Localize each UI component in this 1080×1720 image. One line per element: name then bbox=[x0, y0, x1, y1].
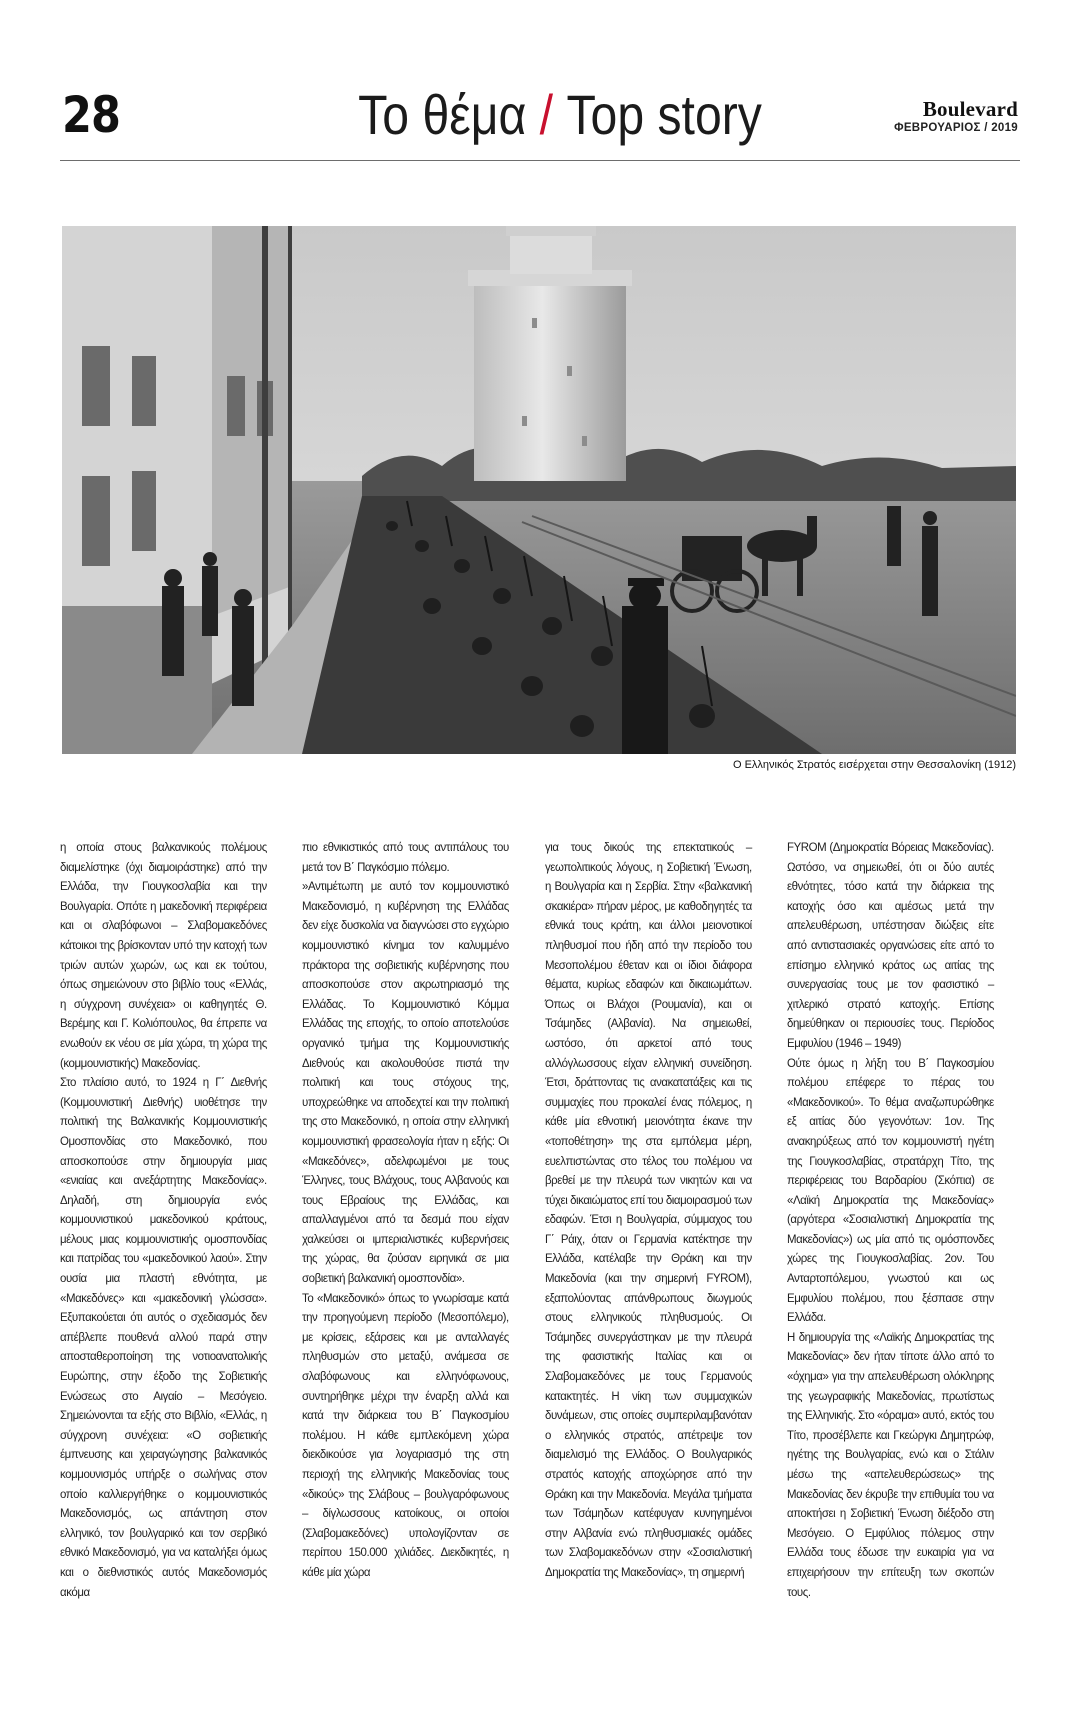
paragraph: πιο εθνικιστικός από τους αντιπάλους του μετά τον Β΄ Παγκόσμιο πόλεμο. bbox=[302, 840, 509, 874]
issue-date: ΦΕΒΡΟΥΑΡΙΟΣ / 2019 bbox=[894, 122, 1018, 134]
page-header bbox=[60, 80, 1020, 161]
section-title-separator: / bbox=[539, 83, 554, 146]
paragraph: για τους δικούς της επεκτατικούς – γεωπολιτικούς λόγους, η Σοβιετική Ένωση, η Βουλγαρία και η Σερβία. Στην «βαλκανική σκακιέρα» πήραν μέρος, με καθοδηγητές τα εθνικά τους κράτη, και άλλοι μειονοτικοί πληθυσμοί που ήδη από την περίοδο του Μεσοπολέμου έθεταν και οι ίδιοι διάφορα θέματα, κυρίως εδαφών και δικαιωμάτων. Όπως οι Βλάχοι (Ρουμανία), και οι Τσάμηδες (Αλβανία). Να σημειωθεί, ωστόσο, ότι αρκετοί από τους αλλόγλωσσους είχαν ελληνική συνείδηση. Έτσι, δράττοντας τις ανακατατάξεις και τις συμμαχίες που προκαλεί ένας πόλεμος, η κάθε μία εθνοτική μειονότητα έκανε την «τοποθέτηση» της στα εμπόλεμα μέρη, ευελπιστώντας στο τέλος του πολέμου να βρεθεί με την πλευρά των νικητών και να τύχει δικαιώματος επί του διαμοιρασμού των εδαφών. Έτσι η Βουλγαρία, σύμμαχος του Γ΄ Ράιχ, όταν οι Γερμανία κατέκτησε την Ελλάδα, κατέλαβε την Θράκη και την Μακεδονία (και την σημερινή FYROM), εξαπολύοντας απάνθρωπους διωγμούς στους ελληνικούς πληθυσμούς. Οι Τσάμηδες συνεργάστηκαν με την πλευρά της φασιστικής Ιταλίας και οι Σλαβομακεδόνες με τους Γερμανούς κατακτητές. Η νίκη των συμμαχικών δυνάμεων, στις οποίες συμπεριλαμβανόταν ο ελληνικός στρατός, απέτρεψε τον διαμελισμό της Ελλάδος. Ο Βουλγαρικός στρατός κατοχής αποχώρησε από την Θράκη και την Μακεδονία. Μεγάλα τμήματα των Τσάμηδων κατέφυγαν κυνηγημένοι στην Αλβανία ενώ πληθυσμιακές ομάδες των Σλαβομακεδόνων στην «Σοσιαλιστική Δημοκρατία της Μακεδονίας», τη σημερινή bbox=[545, 840, 752, 1579]
article-photo bbox=[62, 226, 1016, 754]
section-title-english: Top story bbox=[566, 83, 762, 146]
paragraph: Η δημιουργία της «Λαϊκής Δημοκρατίας της Μακεδονίας» δεν ήταν τίποτε άλλο από το «όχημα» για την απελευθέρωση ολόκληρης της γεωγραφικής Μακεδονίας, πρωτίστως της Ελληνικής. Στο «όραμα» αυτό, εκτός του Τίτο, προσέβλεπε και Γκεώργκι Δημητρώφ, ηγέτης της Βουλγαρίας, ενώ και ο Στάλιν μέσω της «απελευθερώσεως» της Μακεδονίας δεν έκρυβε την επιθυμία του να αποκτήσει η Σοβιετική Ένωση διέξοδο στη Μεσόγειο. Ο Εμφύλιος πόλεμος στην Ελλάδα τους έδωσε την ευκαιρία για να επιχειρήσουν την επίτευξη των σκοπών τους. bbox=[787, 1329, 994, 1599]
article-column-4 bbox=[787, 838, 994, 1602]
photo-illustration bbox=[62, 226, 1016, 754]
article-column-2 bbox=[302, 838, 509, 1583]
paragraph: Ούτε όμως η λήξη του Β΄ Παγκοσμίου πολέμου επέφερε το πέρας του «Μακεδονικού». Το θέμα αναζωπυρώθηκε εξ αιτίας δύο γεγονότων: 1ον. Της ανακηρύξεως από τον κομμουνιστή ηγέτη της Γιουγκοσλαβίας, στρατάρχη Τίτο, της περιφέρειας του Βαρδαρίου (Σκόπια) σε «Λαϊκή Δημοκρατία της Μακεδονίας» (αργότερα «Σοσιαλιστική Δημοκρατία της Μακεδονίας») ως μία από τις ομόσπονδες χώρες της Γιουγκοσλαβίας. 2ον. Του Ανταρτοπόλεμου, γνωστού και ως Εμφυλίου πολέμου, που ξέσπασε στην Ελλάδα. bbox=[787, 1055, 994, 1325]
paragraph: FYROM (Δημοκρατία Βόρειας Μακεδονίας). Ωστόσο, να σημειωθεί, ότι οι δύο αυτές εθνότητες, τόσο κατά την διάρκεια της κατοχής όσο και αμέσως μετά την απελευθέρωση, υπέστησαν διώξεις είτε από αντιστασιακές οργανώσεις είτε από το επίσημο ελληνικό κράτος ως αιτίας της συνεργασίας τους με τον φασιστικό – χιτλερικό στρατό κατοχής. Επίσης δημεύθηκαν οι περιουσίες τους. Περίοδος Εμφυλίου (1946 – 1949) bbox=[787, 840, 994, 1050]
article-column-3 bbox=[545, 838, 752, 1583]
paragraph: »Αντιμέτωπη με αυτό τον κομμουνιστικό Μακεδονισμό, η κυβέρνηση της Ελλάδας δεν είχε δυσκολία να διαγνώσει στο εγχώριο κομμουνιστικό κίνημα τον καλυμμένο πράκτορα της σοβιετικής κυβέρνησης που αποσκοπούσε στον ακρωτηριασμό της Ελλάδας. Το Κομμουνιστικό Κόμμα Ελλάδας της εποχής, το οποίο αποτελούσε οργανικό τμήμα της Κομμουνιστικής Διεθνούς και ακολουθούσε πιστά την πολιτική και τους στόχους της, υποχρεώθηκε να αποδεχτεί και την πολιτική της στο Μακεδονικό, η οποία στην ελληνική κομμουνιστική φρασεολογία ήταν η εξής: Οι «Μακεδόνες», αδελφωμένοι με τους Έλληνες, τους Βλάχους, τους Αλβανούς και τους Εβραίους της Ελλάδας, και απαλλαγμένοι από τα δεσμά που είχαν χαλκεύσει οι ιμπεριαλιστικές κυβερνήσεις της χώρας, θα ζούσαν ειρηνικά σε μια σοβιετική βαλκανική ομοσπονδία». bbox=[302, 879, 509, 1286]
section-title-greek: Το θέμα bbox=[358, 83, 527, 146]
telegraph-pole bbox=[262, 226, 268, 686]
paragraph: η οποία στους βαλκανικούς πολέμους διαμελίστηκε (όχι διαμοιράστηκε) από την Ελλάδα, την Γιουγκοσλαβία και την Βουλγαρία. Οπότε η μακεδονική περιφέρεια και οι σλαβόφωνοι – Σλαβομακεδόνες κάτοικοι της βρίσκονταν υπό την κατοχή των τριών αυτών χωρών, ως και εκ τούτου, όπως σημειώνουν στο βιβλίο τους «Ελλάς, η σύγχρονη συνέχεια» οι καθηγητές Θ. Βερέμης και Γ. Κολιόπουλος, θα έπρεπε να ενωθούν εκ νέου σε μία χώρα, τη χώρα της (κομμουνιστικής) Μακεδονίας. bbox=[60, 840, 267, 1070]
masthead bbox=[894, 98, 1018, 134]
section-title bbox=[336, 82, 783, 147]
article-column-1 bbox=[60, 838, 267, 1602]
brand-name: Boulevard bbox=[922, 97, 1018, 121]
photo-caption: Ο Ελληνικός Στρατός εισέρχεται στην Θεσσαλονίκη (1912) bbox=[732, 759, 1016, 771]
article-body bbox=[60, 838, 1020, 1668]
paragraph: Στο πλαίσιο αυτό, το 1924 η Γ΄ Διεθνής (Κομμουνιστική Διεθνής) υιοθέτησε την πολιτική της Βαλκανικής Κομμουνιστικής Ομοσπονδίας στο Μακεδονικό, που αποσκοπούσε στην δημιουργία μιας «ενιαίας και ανεξάρτητης Μακεδονίας». Δηλαδή, στη δημιουργία ενός κομμουνιστικού μακεδονικού κράτους, μέλους μιας κομμουνιστικής ομοσπονδίας και πατρίδας του «μακεδονικού λαού». Στην ουσία μια πλαστή εθνότητα, με «Μακεδόνες» και «μακεδονική γλώσσα». Εξυπακούεται ότι αυτός ο σχεδιασμός δεν απέβλεπε πουθενά αλλού παρά στην αποσταθεροποίηση της νοτιοανατολικής Ευρώπης, στην έξοδο της Σοβιετικής Ενώσεως στο Αιγαίο – Μεσόγειο. Σημειώνονται τα εξής στο Βιβλίο, «Ελλάς, η σύγχρονη συνέχεια: «Ο σοβιετικής έμπνευσης και χειραγώγησης βαλκανικός κομμουνισμός υπήρξε ο σωλήνας στον οποίο καλλιεργήθηκε ο κομμουνιστικός Μακεδονισμός, ως απάντηση στον ελληνικό, τον βουλγαρικό και τον σερβικό εθνικό Μακεδονισμό, για να καταλήξει όμως και ο διεθνιστικός αυτός Μακεδονισμός ακόμα bbox=[60, 1075, 267, 1599]
page-number: 28 bbox=[62, 86, 121, 144]
paragraph: Το «Μακεδονικό» όπως το γνωρίσαμε κατά την προηγούμενη περίοδο (Μεσοπόλεμο), με κρίσεις, εξάρσεις και με ανταλλαγές πληθυσμών στο μεταξύ, ανάμεσα σε σλαβόφωνους και ελληνόφωνους, συντηρήθηκε μέχρι την έναρξη αλλά και κατά την διάρκεια του Β΄ Παγκοσμίου πολέμου. Η κάθε εμπλεκόμενη χώρα διεκδικούσε για λογαριασμό της στη περιοχή της ελληνικής Μακεδονίας τους «δικούς» της Σλάβους – βουλγαρόφωνους – δίγλωσσους κατοίκους, οι οποίοι (Σλαβομακεδόνες) υπολογίζονταν σε περίπου 150.000 χιλιάδες. Διεκδικητές, η κάθε μία χώρα bbox=[302, 1290, 509, 1579]
